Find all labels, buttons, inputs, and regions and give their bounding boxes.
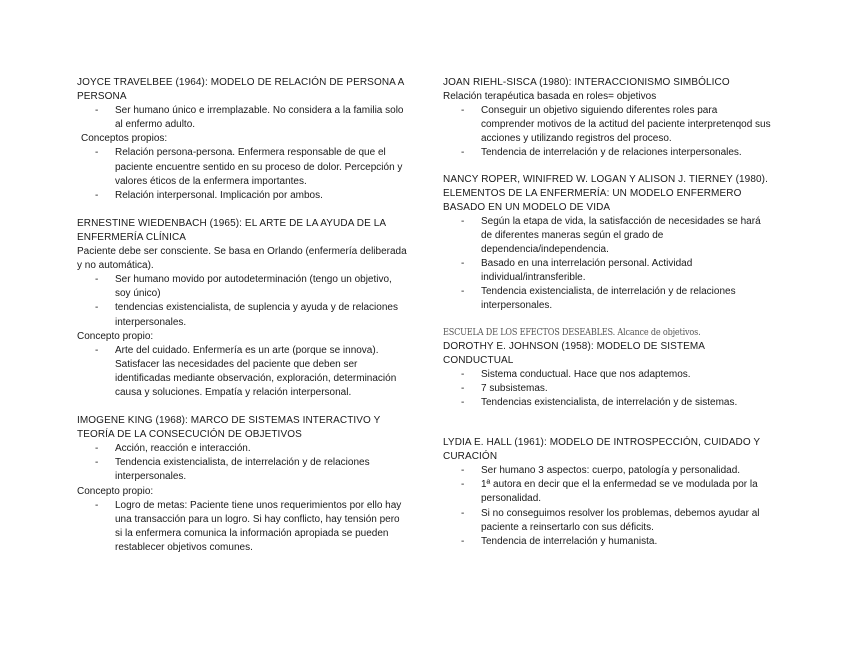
bullet-list [443, 368, 773, 410]
dash-bullet: - [95, 147, 99, 159]
list-item: - Tendencia de interrelación y humanista. [443, 535, 773, 549]
concept-label: Conceptos propios: [81, 133, 168, 145]
list-item: - 7 subsistemas. [443, 382, 773, 396]
dash-bullet: - [95, 105, 99, 117]
dash-bullet: - [461, 465, 465, 477]
section-roper [443, 173, 773, 314]
list-item: - Tendencia de interrelación y de relaciones interpersonales. [443, 146, 773, 160]
list-item: - Ser humano movido por autodeterminación (tengo un objetivo, soy único) [95, 274, 392, 300]
list-item: - Relación interpersonal. Implicación por ambos. [77, 189, 407, 203]
section-intro: Paciente debe ser consciente. Se basa en Orlando (enfermería deliberada y no automática). [77, 246, 407, 272]
concept-label: Concepto propio: [77, 330, 154, 342]
bullet-list [77, 273, 407, 329]
section-title: IMOGENE KING (1968): MARCO DE SISTEMAS INTERACTIVO Y TEORÍA DE LA CONSECUCIÓN DE OBJETIVOS [77, 415, 381, 441]
bullet-list [77, 146, 407, 202]
list-item: - 1ª autora en decir que el la enfermedad se ve modulada por la personalidad. [461, 479, 758, 505]
list-item: - Según la etapa de vida, la satisfacción de necesidades se hará de diferentes maneras según el grado de dependencia/independencia. [461, 215, 761, 256]
dash-bullet: - [95, 457, 99, 469]
section-title: JOAN RIEHL-SISCA (1980): INTERACCIONISMO SIMBÓLICO [443, 77, 730, 88]
dash-bullet: - [461, 368, 465, 380]
dash-bullet: - [461, 535, 465, 547]
bullet-list [77, 442, 407, 484]
list-item: - Logro de metas: Paciente tiene unos requerimientos por ello hay una transacción para un logro. Si hay conflicto, hay tensión pero si la enfermera comunica la información apropiada se pueden restablecer objetivos comunes. [95, 499, 402, 553]
dash-bullet: - [95, 189, 99, 201]
bullet-list [77, 344, 407, 400]
section-intro: Relación terapéutica basada en roles= objetivos [443, 91, 657, 103]
left-column [77, 76, 407, 555]
list-item: - Conseguir un objetivo siguiendo diferentes roles para comprender motivos de la actitud del paciente interpretenqod sus acciones y utilizando registros del proceso. [461, 105, 771, 145]
section-wiedenbach [77, 217, 407, 400]
section-travelbee [77, 76, 407, 203]
concept-label: Concepto propio: [77, 485, 154, 497]
right-column [443, 76, 773, 549]
dash-bullet: - [95, 499, 99, 511]
handwritten-note: ESCUELA DE LOS EFECTOS DESEABLES. Alcance de objetivos. [443, 327, 701, 338]
list-item: - Tendencia existencialista, de interrelación y de relaciones interpersonales. [95, 457, 370, 483]
list-item: - Si no conseguimos resolver los problemas, debemos ayudar al paciente a reinsertarlo con sus déficits. [461, 507, 760, 533]
dash-bullet: - [461, 507, 465, 519]
section-title: LYDIA E. HALL (1961): MODELO DE INTROSPECCIÓN, CUIDADO Y CURACIÓN [443, 437, 760, 463]
dash-bullet: - [95, 344, 99, 356]
bullet-list [443, 464, 773, 549]
dash-bullet: - [461, 215, 465, 227]
list-item: - Ser humano 3 aspectos: cuerpo, patología y personalidad. [443, 464, 773, 478]
section-johnson [443, 326, 773, 411]
section-title: NANCY ROPER, WINIFRED W. LOGAN Y ALISON J. TIERNEY (1980). ELEMENTOS DE LA ENFERMERÍA: UN MODELO ENFERMERO BASADO EN UN MODELO DE VIDA [443, 173, 768, 213]
dash-bullet: - [461, 286, 465, 298]
dash-bullet: - [461, 382, 465, 394]
dash-bullet: - [461, 105, 465, 117]
list-item: - Sistema conductual. Hace que nos adaptemos. [443, 368, 773, 382]
list-item: - tendencias existencialista, de suplencia y ayuda y de relaciones interpersonales. [95, 302, 398, 328]
section-title: ERNESTINE WIEDENBACH (1965): EL ARTE DE LA AYUDA DE LA ENFERMERÍA CLÍNICA [77, 217, 386, 243]
dash-bullet: - [461, 396, 465, 408]
dash-bullet: - [95, 274, 99, 286]
section-hall [443, 436, 773, 549]
dash-bullet: - [461, 147, 465, 159]
section-title: DOROTHY E. JOHNSON (1958): MODELO DE SISTEMA CONDUCTUAL [443, 340, 705, 366]
bullet-list [443, 104, 773, 160]
section-title: JOYCE TRAVELBEE (1964): MODELO DE RELACIÓN DE PERSONA A PERSONA [77, 77, 404, 103]
list-item: - Relación persona-persona. Enfermera responsable de que el paciente encuentre sentido en su proceso de dolor. Percepción y valores éticos de la enfermera importantes. [95, 147, 403, 187]
list-item: - Tendencia existencialista, de interrelación y de relaciones interpersonales. [461, 286, 736, 312]
bullet-list [77, 104, 407, 132]
dash-bullet: - [461, 479, 465, 491]
dash-bullet: - [95, 302, 99, 314]
list-item: - Tendencias existencialista, de interrelación y de sistemas. [443, 396, 773, 410]
list-item: - Arte del cuidado. Enfermería es un arte (porque se innova). Satisfacer las necesidades del paciente que deben ser identificadas mediante observación, exploración, determinación causa y soluciones. Empatía y relación interpersonal. [95, 344, 397, 398]
section-king [77, 414, 407, 555]
dash-bullet: - [461, 258, 465, 270]
list-item: - Ser humano único e irremplazable. No considera a la familia solo al enfermo adulto. [95, 105, 404, 131]
list-item: - Basado en una interrelación personal. Actividad individual/intransferible. [461, 258, 693, 284]
section-riehl [443, 76, 773, 161]
dash-bullet: - [95, 443, 99, 455]
list-item: - Acción, reacción e interacción. [77, 442, 407, 456]
bullet-list [443, 215, 773, 314]
bullet-list [77, 499, 407, 555]
